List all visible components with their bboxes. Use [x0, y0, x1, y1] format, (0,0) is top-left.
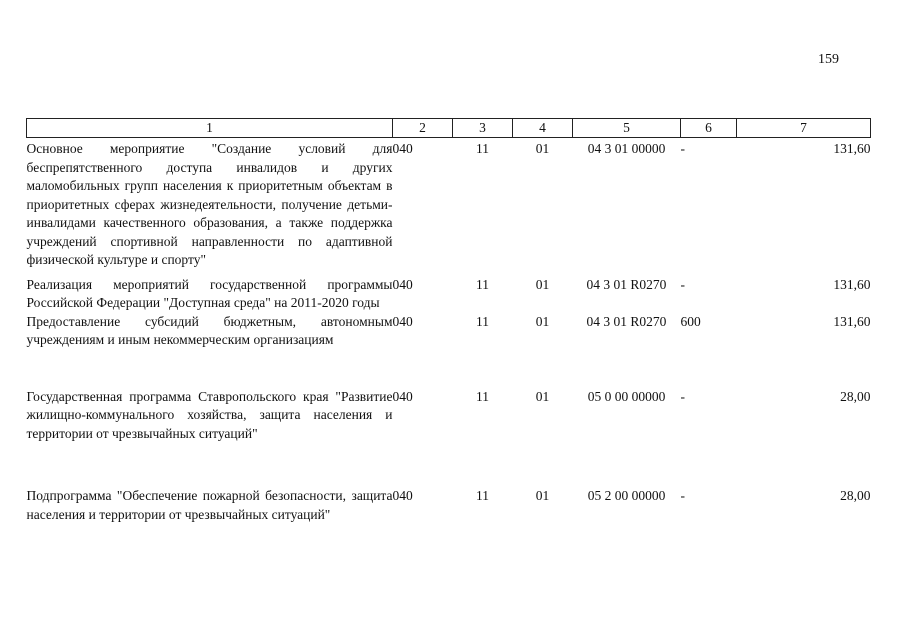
row-target-article: 05 0 00 00000 [587, 388, 666, 404]
row-name: Основное мероприятие "Создание условий для беспрепятственного доступа инвалидов и других маломобильных групп населения к приоритетным объектам в приоритетных сферах жизнедеятельности, получение детьми-инвалидами качественного образования, а также поддержка учреждений спортивной направленности по адаптивной физической культуре и спорту" [26, 141, 393, 267]
row-section: 11 [476, 313, 489, 329]
table-row [27, 138, 871, 270]
row-amount: 131,60 [833, 141, 871, 156]
budget-table [26, 118, 871, 524]
row-amount: 28,00 [840, 488, 871, 503]
row-expense-type: - [680, 276, 685, 292]
header-col-4: 4 [513, 119, 573, 138]
header-row [27, 119, 871, 138]
table-row [27, 270, 871, 313]
row-section: 11 [476, 388, 489, 404]
header-col-5: 5 [573, 119, 681, 138]
row-section: 11 [476, 276, 489, 292]
header-col-1: 1 [27, 119, 393, 138]
table-row [27, 443, 871, 524]
row-subsection: 01 [535, 388, 550, 404]
header-col-6: 6 [681, 119, 737, 138]
row-target-article: 04 3 01 R0270 [586, 313, 667, 329]
row-name: Реализация мероприятий государственной программы Российской Федерации "Доступная среда" на 2011-2020 годы [26, 276, 393, 310]
row-subsection: 01 [535, 141, 550, 156]
row-name: Государственная программа Ставропольского края "Развитие жилищно-коммунального хозяйства, защита населения и территории от чрезвычайных ситуаций" [26, 388, 393, 441]
row-ministry-code: 040 [392, 488, 413, 503]
row-subsection: 01 [535, 488, 550, 503]
row-ministry-code: 040 [392, 388, 413, 404]
row-target-article: 04 3 01 R0270 [586, 276, 667, 292]
row-target-article: 05 2 00 00000 [587, 488, 666, 503]
row-subsection: 01 [535, 276, 550, 292]
row-name: Подпрограмма "Обеспечение пожарной безопасности, защита населения и территории от чрезвычайных ситуаций" [26, 488, 393, 522]
header-col-7: 7 [737, 119, 871, 138]
row-section: 11 [476, 488, 489, 503]
table-row [27, 313, 871, 350]
row-expense-type: - [680, 388, 685, 404]
row-expense-type: 600 [680, 313, 701, 329]
row-ministry-code: 040 [392, 141, 413, 156]
row-ministry-code: 040 [392, 276, 413, 292]
row-expense-type: - [680, 488, 685, 503]
table-row [27, 350, 871, 444]
page-number: 159 [818, 52, 839, 67]
row-subsection: 01 [535, 313, 550, 329]
row-amount: 28,00 [840, 388, 871, 404]
row-amount: 131,60 [833, 313, 871, 329]
row-ministry-code: 040 [392, 313, 413, 329]
header-col-2: 2 [393, 119, 453, 138]
header-col-3: 3 [453, 119, 513, 138]
row-target-article: 04 3 01 00000 [587, 141, 666, 156]
row-expense-type: - [680, 141, 685, 156]
row-section: 11 [476, 141, 489, 156]
row-name: Предоставление субсидий бюджетным, автономным учреждениям и иным некоммерческим организациям [26, 313, 393, 347]
row-amount: 131,60 [833, 276, 871, 292]
